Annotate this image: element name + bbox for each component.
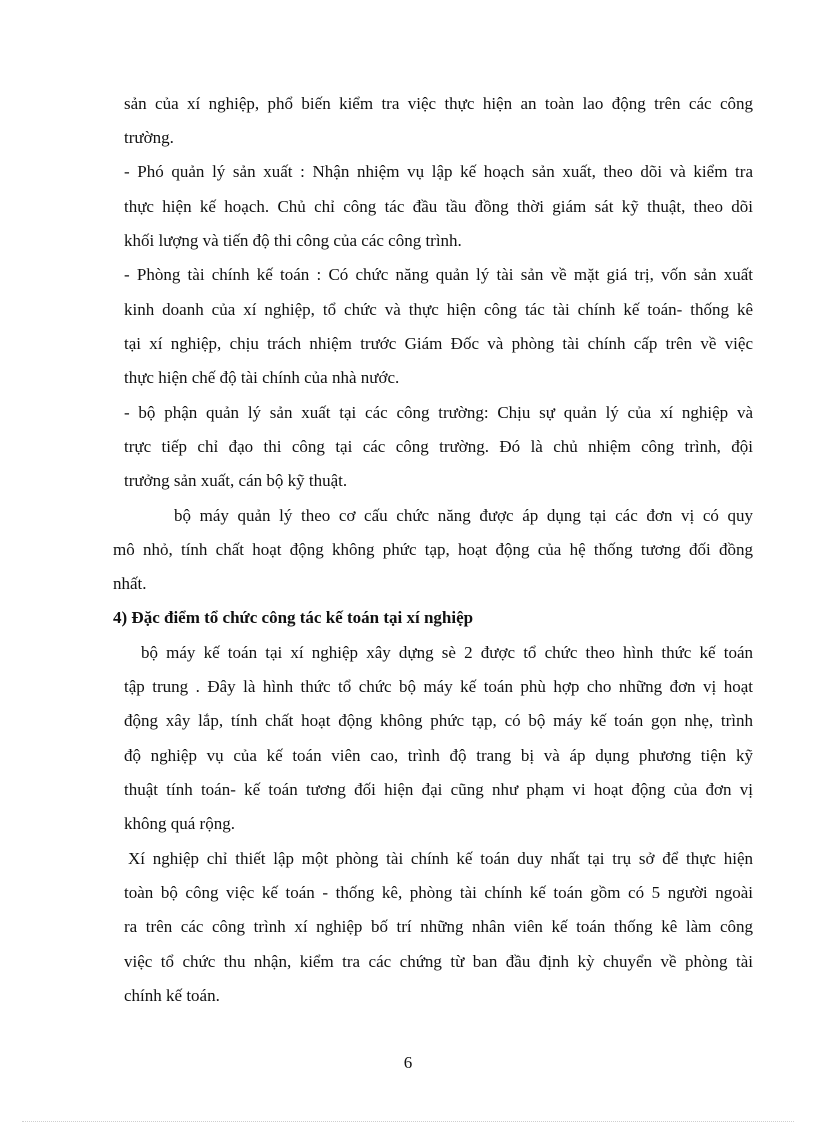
- section-heading: 4) Đặc điểm tổ chức công tác kế toán tại xí nghiệp: [113, 608, 474, 627]
- text-line: thực hiện kế hoạch. Chủ chỉ công tác đầu tầu đồng thời giám sát kỹ thuật, theo dõi: [124, 197, 753, 216]
- text-line: ra trên các công trình xí nghiệp bố trí những nhân viên kế toán thống kê làm công: [124, 917, 753, 936]
- text-line: khối lượng và tiến độ thi công của các công trình.: [124, 231, 462, 250]
- text-line: thực hiện chế độ tài chính của nhà nước.: [124, 368, 400, 387]
- text-line: bộ máy quản lý theo cơ cấu chức năng được áp dụng tại các đơn vị có quy: [174, 506, 753, 525]
- text-line: độ nghiệp vụ của kế toán viên cao, trình độ trang bị và áp dụng phương tiện kỹ: [124, 746, 753, 765]
- text-line: bộ máy kế toán tại xí nghiệp xây dựng sè 2 được tổ chức theo hình thức kế toán: [141, 643, 753, 662]
- text-line: - bộ phận quản lý sản xuất tại các công trường: Chịu sự quản lý của xí nghiệp và: [124, 403, 753, 422]
- text-line: trực tiếp chỉ đạo thi công tại các công trường. Đó là chủ nhiệm công trình, đội: [124, 437, 753, 456]
- text-line: - Phòng tài chính kế toán : Có chức năng quản lý tài sản về mặt giá trị, vốn sản xuất: [124, 265, 753, 284]
- text-line: thuật tính toán- kế toán tương đối hiện đại cũng như phạm vi hoạt động của đơn vị: [124, 780, 753, 799]
- text-line: không quá rộng.: [124, 814, 235, 833]
- text-line: động xây lắp, tính chất hoạt động không phức tạp, có bộ máy kế toán gọn nhẹ, trình: [124, 711, 753, 730]
- text-line: - Phó quản lý sản xuất : Nhận nhiệm vụ lập kế hoạch sản xuất, theo dõi và kiểm tra: [124, 162, 753, 181]
- text-line: tập trung . Đây là hình thức tổ chức bộ máy kế toán phù hợp cho những đơn vị hoạt: [124, 677, 753, 696]
- text-line: mô nhỏ, tính chất hoạt động không phức tạp, hoạt động của hệ thống tương đối đồng: [113, 540, 753, 559]
- text-line: sản của xí nghiệp, phổ biến kiểm tra việc thực hiện an toàn lao động trên các công: [124, 94, 753, 113]
- text-line: trường.: [124, 128, 174, 147]
- page-number: 6: [403, 1053, 413, 1072]
- text-line: Xí nghiệp chỉ thiết lập một phòng tài chính kế toán duy nhất tại trụ sở để thực hiện: [128, 849, 753, 868]
- text-line: chính kế toán.: [124, 986, 220, 1005]
- text-line: tại xí nghiệp, chịu trách nhiệm trước Giám Đốc và phòng tài chính cấp trên về việc: [124, 334, 753, 353]
- text-line: nhất.: [113, 574, 147, 593]
- text-line: việc tổ chức thu nhận, kiểm tra các chứng từ ban đầu định kỳ chuyển về phòng tài: [124, 952, 753, 971]
- text-line: kinh doanh của xí nghiệp, tổ chức và thực hiện công tác tài chính kế toán- thống kê: [124, 300, 753, 319]
- page-bottom-rule: [22, 1121, 794, 1122]
- text-line: trưởng sản xuất, cán bộ kỹ thuật.: [124, 471, 348, 490]
- text-line: toàn bộ công việc kế toán - thống kê, phòng tài chính kế toán gồm có 5 người ngoài: [124, 883, 753, 902]
